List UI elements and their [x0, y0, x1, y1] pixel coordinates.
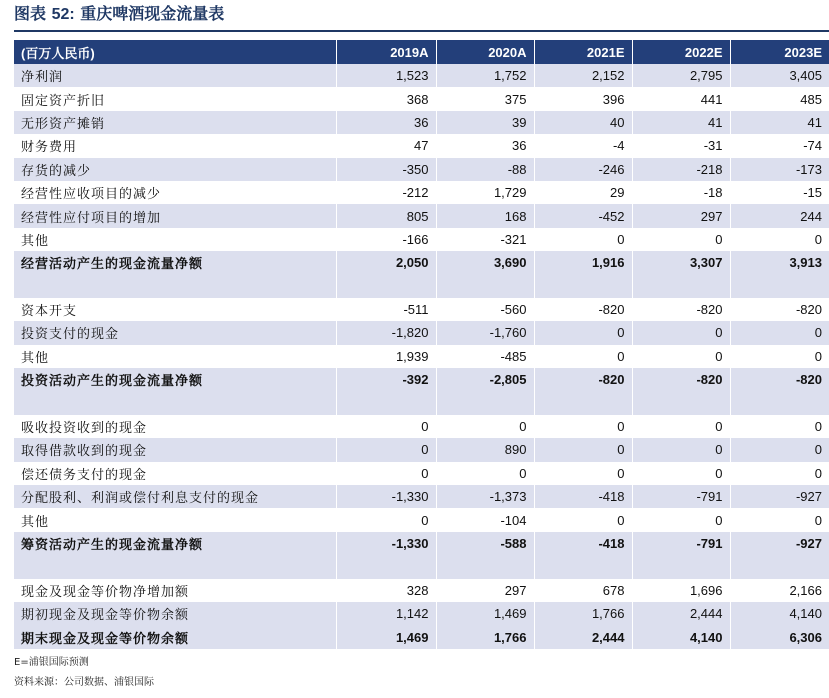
cell-value: 0 [730, 462, 829, 485]
cell-value: 0 [534, 508, 632, 531]
row-label: 现金及现金等价物净增加额 [14, 579, 336, 602]
cell-value: -820 [632, 368, 730, 391]
cell-value [534, 391, 632, 414]
cell-value: 297 [632, 204, 730, 227]
cell-value: -350 [336, 158, 436, 181]
row-label: 取得借款收到的现金 [14, 438, 336, 461]
row-label: 期末现金及现金等价物余额 [14, 625, 336, 648]
cell-value [632, 275, 730, 298]
figure-title-text: 重庆啤酒现金流量表 [80, 4, 225, 23]
row-label: 资本开支 [14, 298, 336, 321]
row-label [14, 555, 336, 578]
table-body [14, 64, 829, 649]
cell-value: 890 [436, 438, 534, 461]
cell-value: 328 [336, 579, 436, 602]
row-label: 其他 [14, 228, 336, 251]
cell-value: -791 [632, 532, 730, 555]
cell-value: -218 [632, 158, 730, 181]
cell-value: 805 [336, 204, 436, 227]
table-row [14, 415, 829, 438]
table-row [14, 64, 829, 87]
spacer-row [14, 275, 829, 298]
cell-value: 39 [436, 111, 534, 134]
cell-value: 2,444 [632, 602, 730, 625]
cell-value: 0 [632, 508, 730, 531]
cell-value: 0 [336, 508, 436, 531]
cell-value: -4 [534, 134, 632, 157]
cell-value [436, 555, 534, 578]
cell-value: 297 [436, 579, 534, 602]
header-2021e: 2021E [534, 40, 632, 64]
cell-value: -820 [730, 298, 829, 321]
cell-value [730, 391, 829, 414]
cell-value: 2,152 [534, 64, 632, 87]
row-label: 经营性应付项目的增加 [14, 204, 336, 227]
cell-value: 0 [730, 345, 829, 368]
table-row [14, 438, 829, 461]
cell-value: 41 [632, 111, 730, 134]
cell-value: -31 [632, 134, 730, 157]
subtotal-row [14, 368, 829, 391]
cell-value: 40 [534, 111, 632, 134]
table-row [14, 321, 829, 344]
cell-value: 0 [730, 415, 829, 438]
cell-value: -927 [730, 532, 829, 555]
cell-value: 0 [436, 415, 534, 438]
cell-value: -820 [534, 298, 632, 321]
row-label: 投资活动产生的现金流量净额 [14, 368, 336, 391]
cell-value: 0 [534, 415, 632, 438]
cell-value [632, 555, 730, 578]
cell-value: -511 [336, 298, 436, 321]
table-header-row [14, 40, 829, 64]
table-row [14, 204, 829, 227]
cell-value: -212 [336, 181, 436, 204]
source-footnote: 资料来源：公司数据、浦银国际 [14, 677, 154, 688]
cell-value: -392 [336, 368, 436, 391]
cell-value: 485 [730, 87, 829, 110]
cell-value: 441 [632, 87, 730, 110]
cell-value: 2,444 [534, 625, 632, 648]
title-divider [14, 30, 829, 32]
cell-value: 244 [730, 204, 829, 227]
cell-value: 6,306 [730, 625, 829, 648]
cell-value: 36 [336, 111, 436, 134]
cell-value: 0 [632, 438, 730, 461]
cell-value: 0 [336, 462, 436, 485]
table-row [14, 228, 829, 251]
cell-value: -820 [730, 368, 829, 391]
figure-number: 52: [51, 6, 75, 23]
table-row [14, 485, 829, 508]
cell-value: 47 [336, 134, 436, 157]
cell-value: -1,820 [336, 321, 436, 344]
table-row [14, 87, 829, 110]
cell-value: 0 [534, 462, 632, 485]
table-row [14, 181, 829, 204]
cell-value: 0 [730, 508, 829, 531]
table-row [14, 298, 829, 321]
cell-value: 0 [632, 415, 730, 438]
row-label: 其他 [14, 508, 336, 531]
cell-value: 0 [632, 345, 730, 368]
cell-value: 0 [730, 321, 829, 344]
cell-value: -418 [534, 485, 632, 508]
row-label: 期初现金及现金等价物余额 [14, 602, 336, 625]
table-row [14, 508, 829, 531]
cell-value: -791 [632, 485, 730, 508]
cell-value: -1,760 [436, 321, 534, 344]
cell-value: 1,729 [436, 181, 534, 204]
cell-value [436, 391, 534, 414]
subtotal-row [14, 625, 829, 648]
cell-value: -166 [336, 228, 436, 251]
cell-value [730, 555, 829, 578]
cell-value: 1,142 [336, 602, 436, 625]
cell-value [632, 391, 730, 414]
cell-value: 168 [436, 204, 534, 227]
cell-value: -18 [632, 181, 730, 204]
row-label [14, 275, 336, 298]
table-row [14, 111, 829, 134]
cell-value [436, 275, 534, 298]
cell-value [534, 275, 632, 298]
cell-value: 29 [534, 181, 632, 204]
cell-value: -173 [730, 158, 829, 181]
cell-value: -820 [534, 368, 632, 391]
row-label: 经营活动产生的现金流量净额 [14, 251, 336, 274]
cell-value: 396 [534, 87, 632, 110]
row-label: 其他 [14, 345, 336, 368]
cell-value: 3,690 [436, 251, 534, 274]
row-label: 净利润 [14, 64, 336, 87]
cell-value: 4,140 [730, 602, 829, 625]
subtotal-row [14, 532, 829, 555]
cell-value: 36 [436, 134, 534, 157]
cell-value: -560 [436, 298, 534, 321]
header-2023e: 2023E [730, 40, 829, 64]
row-label: 存货的减少 [14, 158, 336, 181]
cell-value: 41 [730, 111, 829, 134]
row-label: 经营性应收项目的减少 [14, 181, 336, 204]
row-label [14, 391, 336, 414]
cell-value [534, 555, 632, 578]
row-label: 偿还债务支付的现金 [14, 462, 336, 485]
cell-value: 1,916 [534, 251, 632, 274]
cell-value: 0 [632, 321, 730, 344]
cell-value: 0 [730, 438, 829, 461]
cell-value: 3,307 [632, 251, 730, 274]
cell-value: -104 [436, 508, 534, 531]
table-row [14, 602, 829, 625]
cell-value: 3,913 [730, 251, 829, 274]
cell-value: 3,405 [730, 64, 829, 87]
row-label: 固定资产折旧 [14, 87, 336, 110]
cell-value: -1,330 [336, 532, 436, 555]
cell-value: 0 [336, 438, 436, 461]
spacer-row [14, 391, 829, 414]
cell-value: -485 [436, 345, 534, 368]
cell-value [730, 275, 829, 298]
cell-value: -88 [436, 158, 534, 181]
cell-value [336, 275, 436, 298]
cell-value: 1,939 [336, 345, 436, 368]
cell-value: 0 [730, 228, 829, 251]
row-label: 筹资活动产生的现金流量净额 [14, 532, 336, 555]
cell-value: 0 [534, 345, 632, 368]
cell-value: 0 [534, 228, 632, 251]
cell-value: -74 [730, 134, 829, 157]
spacer-row [14, 555, 829, 578]
cell-value: 1,469 [436, 602, 534, 625]
cell-value: -452 [534, 204, 632, 227]
cell-value: 1,696 [632, 579, 730, 602]
table-row [14, 579, 829, 602]
cell-value: 1,766 [436, 625, 534, 648]
cell-value: 375 [436, 87, 534, 110]
cell-value: -321 [436, 228, 534, 251]
cell-value: 2,166 [730, 579, 829, 602]
figure-title-prefix: 图表 [14, 4, 47, 23]
cell-value: 2,795 [632, 64, 730, 87]
row-label: 吸收投资收到的现金 [14, 415, 336, 438]
table-row [14, 345, 829, 368]
header-2020a: 2020A [436, 40, 534, 64]
table-row [14, 462, 829, 485]
cash-flow-table [14, 40, 829, 649]
subtotal-row [14, 251, 829, 274]
cell-value: -927 [730, 485, 829, 508]
cell-value: 0 [632, 462, 730, 485]
cell-value: 1,766 [534, 602, 632, 625]
cell-value [336, 391, 436, 414]
cell-value: -418 [534, 532, 632, 555]
row-label: 投资支付的现金 [14, 321, 336, 344]
cell-value: 4,140 [632, 625, 730, 648]
figure-title [14, 2, 224, 26]
header-2019a: 2019A [336, 40, 436, 64]
cell-value: 1,523 [336, 64, 436, 87]
row-label: 分配股利、利润或偿付利息支付的现金 [14, 485, 336, 508]
cell-value: -15 [730, 181, 829, 204]
row-label: 财务费用 [14, 134, 336, 157]
cell-value: -2,805 [436, 368, 534, 391]
cell-value: 0 [436, 462, 534, 485]
cell-value: 678 [534, 579, 632, 602]
header-2022e: 2022E [632, 40, 730, 64]
table-row [14, 158, 829, 181]
cell-value [336, 555, 436, 578]
cell-value: -1,330 [336, 485, 436, 508]
cell-value: 368 [336, 87, 436, 110]
cell-value: 0 [336, 415, 436, 438]
cell-value: 0 [632, 228, 730, 251]
row-label: 无形资产摊销 [14, 111, 336, 134]
cell-value: -1,373 [436, 485, 534, 508]
cell-value: 1,752 [436, 64, 534, 87]
cell-value: -820 [632, 298, 730, 321]
cell-value: -588 [436, 532, 534, 555]
estimate-footnote: E=浦银国际预测 [14, 657, 89, 668]
cell-value: -246 [534, 158, 632, 181]
cell-value: 1,469 [336, 625, 436, 648]
header-unit: (百万人民币) [14, 40, 336, 64]
cell-value: 0 [534, 321, 632, 344]
cell-value: 0 [534, 438, 632, 461]
table-row [14, 134, 829, 157]
cell-value: 2,050 [336, 251, 436, 274]
